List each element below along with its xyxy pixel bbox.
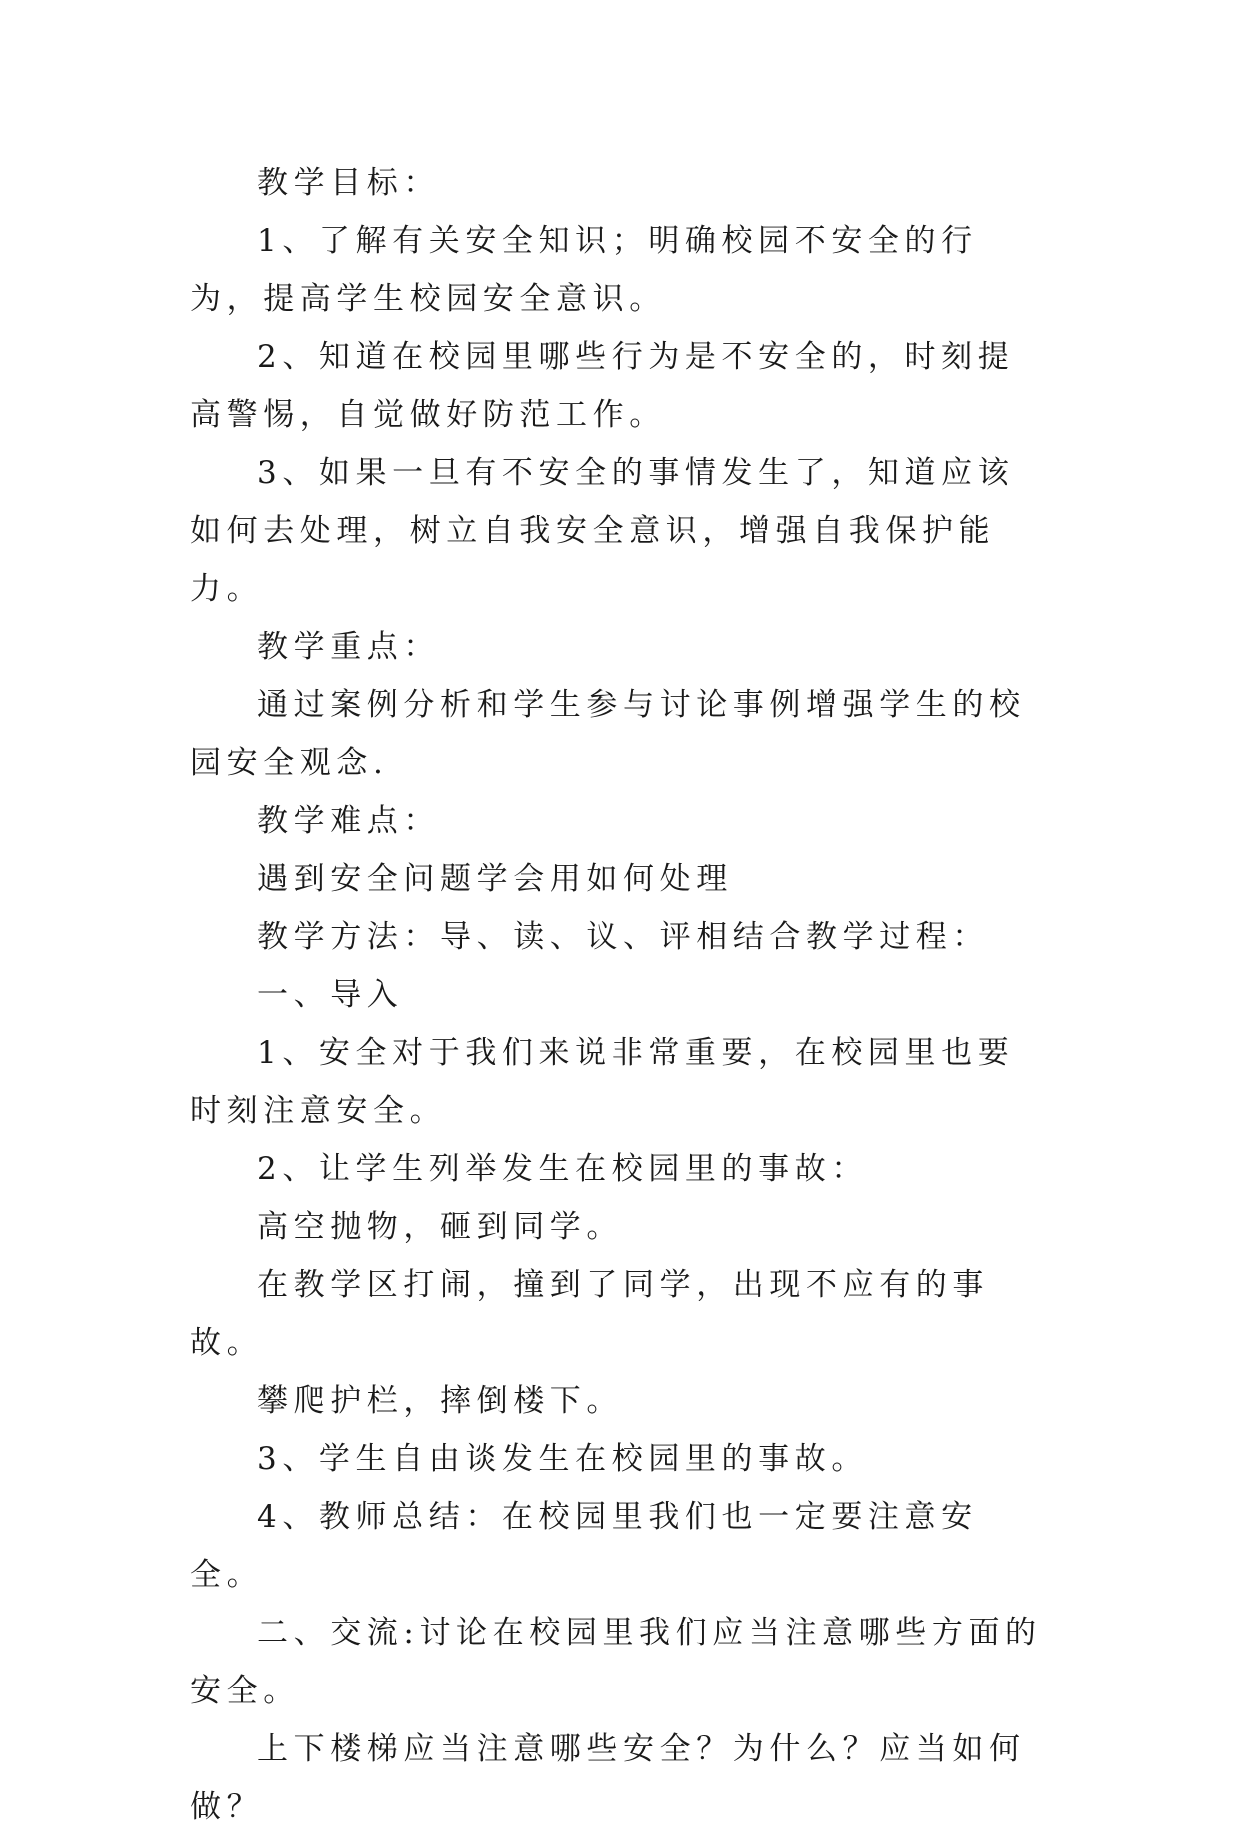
accident-example-3: 攀爬护栏，摔倒楼下。 xyxy=(257,1383,623,1419)
teaching-focus-text: 通过案例分析和学生参与讨论事例增强学生的校园安全观念. xyxy=(190,687,1026,781)
goal-item-1: 1、了解有关安全知识；明确校园不安全的行为，提高学生校园安全意识。 xyxy=(190,223,978,317)
goal-item-2: 2、知道在校园里哪些行为是不安全的，时刻提高警惕，自觉做好防范工作。 xyxy=(190,339,1015,433)
section-discussion: 二、交流:讨论在校园里我们应当注意哪些方面的安全。 xyxy=(190,1615,1042,1709)
teaching-difficulty-text: 遇到安全问题学会用如何处理 xyxy=(257,861,733,897)
section-introduction: 一、导入 xyxy=(257,977,404,1013)
accident-example-2: 在教学区打闹，撞到了同学，出现不应有的事故。 xyxy=(190,1267,989,1361)
intro-item-4: 4、教师总结：在校园里我们也一定要注意安全。 xyxy=(190,1499,978,1593)
teaching-method-text: 教学方法：导、读、议、评相结合教学过程： xyxy=(257,919,989,955)
intro-item-2: 2、让学生列举发生在校园里的事故： xyxy=(257,1151,868,1187)
heading-teaching-goals: 教学目标： xyxy=(257,165,440,201)
heading-teaching-focus: 教学重点： xyxy=(257,629,440,665)
heading-teaching-difficulty: 教学难点： xyxy=(257,803,440,839)
intro-item-1: 1、安全对于我们来说非常重要，在校园里也要时刻注意安全。 xyxy=(190,1035,1015,1129)
discussion-question-stairs: 上下楼梯应当注意哪些安全？为什么？应当如何做？ xyxy=(190,1731,1026,1825)
accident-example-1: 高空抛物，砸到同学。 xyxy=(257,1209,623,1245)
intro-item-3: 3、学生自由谈发生在校园里的事故。 xyxy=(257,1441,868,1477)
goal-item-3: 3、如果一旦有不安全的事情发生了，知道应该如何去处理，树立自我安全意识，增强自我保护能力。 xyxy=(190,455,1015,607)
document-body xyxy=(190,154,1050,1836)
